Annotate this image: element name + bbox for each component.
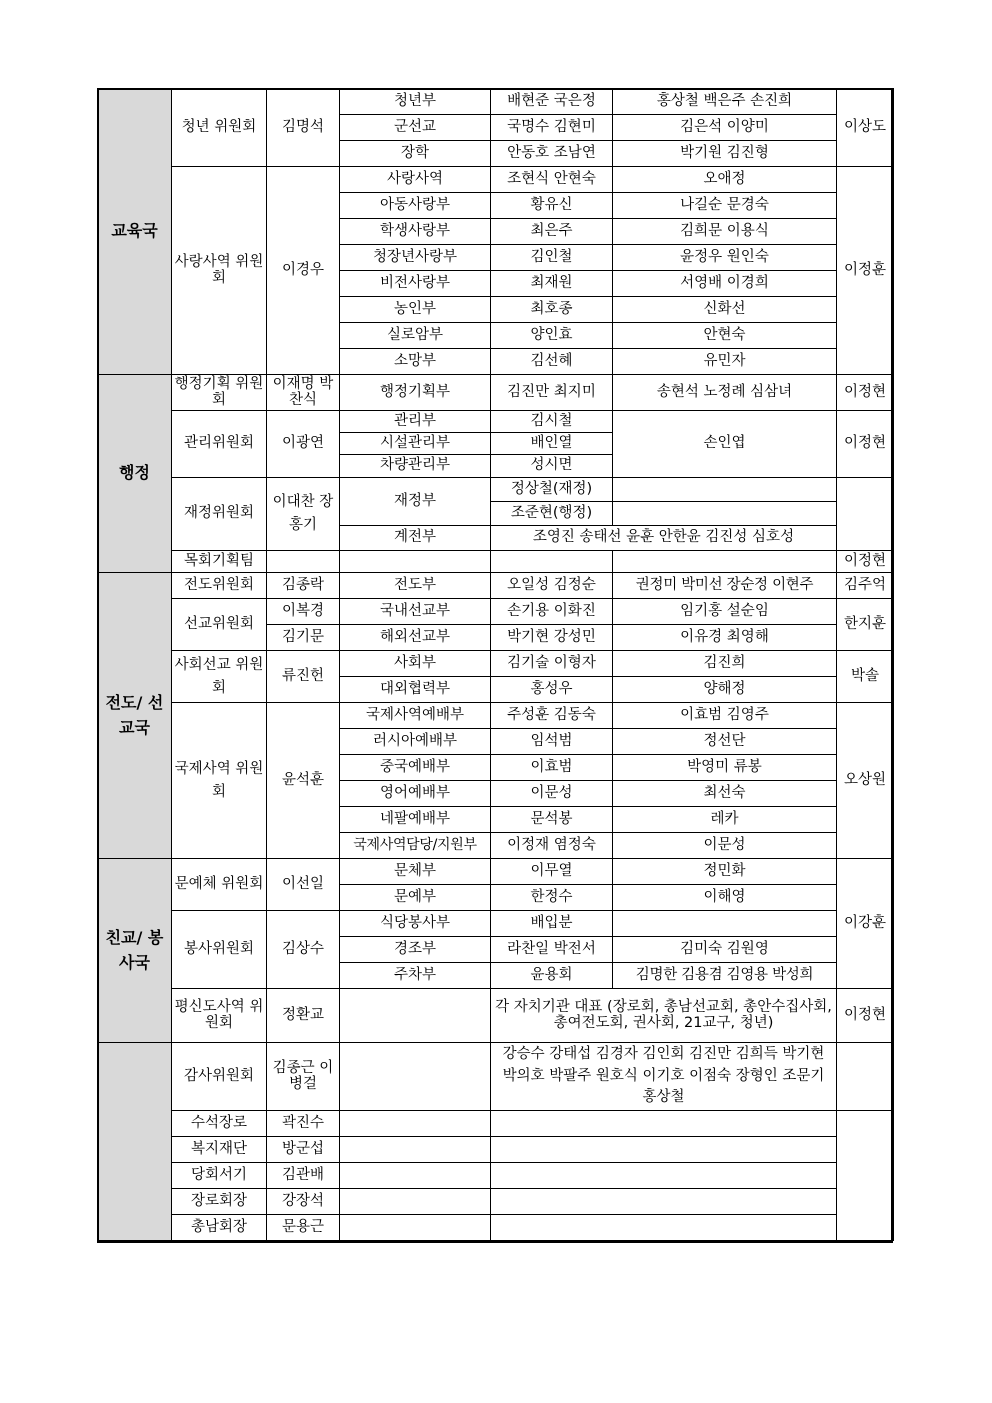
dept-heads: 최재원 [491,271,613,297]
committee-chair: 김기문 [267,625,340,651]
dept-members: 유민자 [613,349,837,375]
role-title: 당회서기 [172,1163,267,1189]
dept-heads-empty [491,551,613,573]
committee-name: 봉사위원회 [172,911,267,989]
dept-heads: 이무열 [491,859,613,885]
dept-heads: 정상철(재정) [491,478,613,502]
adviser: 오상원 [837,703,894,859]
dept-members: 권정미 박미선 장순정 이현주 [613,573,837,599]
dept-members: 박영미 류봉 [613,755,837,781]
dept-heads: 국명수 김현미 [491,115,613,141]
dept-name: 재정부 [340,478,491,526]
dept-members: 정민화 [613,859,837,885]
dept-heads: 박기현 강성민 [491,625,613,651]
dept-heads: 안동호 조남연 [491,141,613,167]
dept-name-empty [340,1043,491,1111]
dept-heads: 홍성우 [491,677,613,703]
committee-chair: 류진헌 [267,651,340,703]
empty-cell [491,1189,837,1215]
dept-name: 러시아예배부 [340,729,491,755]
empty-cell [491,1137,837,1163]
dept-members: 홍상철 백은주 손진희 [613,89,837,115]
dept-members: 각 자치기관 대표 (장로회, 총남선교회, 총안수집사회, 총여전도회, 권사회, 21교구, 청년) [491,989,837,1043]
role-name: 문용근 [267,1215,340,1241]
dept-name-empty [340,989,491,1043]
committee-name: 목회기획팀 [172,551,267,573]
adviser: 이정현 [837,375,894,411]
dept-heads: 김기술 이형자 [491,651,613,677]
committee-chair: 이대찬 장홍기 [267,478,340,551]
dept-members-empty [613,478,837,502]
dept-heads: 한정수 [491,885,613,911]
dept-heads: 김인철 [491,245,613,271]
role-name: 강장석 [267,1189,340,1215]
dept-members: 조영진 송태선 윤훈 안한윤 김진성 심호성 [491,526,837,551]
dept-name: 행정기획부 [340,375,491,411]
dept-heads: 배현준 국은정 [491,89,613,115]
committee-name: 재정위원회 [172,478,267,551]
dept-members: 박기원 김진형 [613,141,837,167]
dept-members-empty [613,502,837,526]
dept-heads: 김시철 [491,411,613,433]
dept-name: 계전부 [340,526,491,551]
dept-heads: 최은주 [491,219,613,245]
dept-members: 레카 [613,807,837,833]
dept-name: 사회부 [340,651,491,677]
dept-name-empty [340,551,491,573]
adviser: 이강훈 [837,859,894,989]
dept-name: 청년부 [340,89,491,115]
dept-heads: 문석봉 [491,807,613,833]
empty-cell [491,1163,837,1189]
empty-cell [340,1137,491,1163]
role-name: 김관배 [267,1163,340,1189]
dept-heads: 이문성 [491,781,613,807]
dept-members: 이유경 최영해 [613,625,837,651]
adviser-empty [837,1043,894,1111]
adviser: 김주억 [837,573,894,599]
committee-chair: 이경우 [267,167,340,375]
dept-heads: 성시면 [491,455,613,478]
division-other [98,1043,172,1241]
adviser-empty [837,1111,894,1241]
role-title: 수석장로 [172,1111,267,1137]
dept-heads: 오일성 김정순 [491,573,613,599]
dept-name: 시설관리부 [340,433,491,455]
dept-members: 최선숙 [613,781,837,807]
adviser: 이정현 [837,551,894,573]
dept-members: 양해정 [613,677,837,703]
dept-heads: 양인효 [491,323,613,349]
dept-name: 네팔예배부 [340,807,491,833]
dept-heads: 이효범 [491,755,613,781]
dept-members: 나길순 문경숙 [613,193,837,219]
dept-name: 문체부 [340,859,491,885]
adviser: 이정현 [837,989,894,1043]
division-fellowship: 친교/ 봉사국 [98,859,172,1043]
committee-name: 선교위원회 [172,599,267,651]
dept-heads: 주성훈 김동숙 [491,703,613,729]
committee-chair: 김종락 [267,573,340,599]
adviser: 이정훈 [837,167,894,375]
dept-name: 식당봉사부 [340,911,491,937]
committee-name: 평신도사역 위원회 [172,989,267,1043]
dept-members: 임기홍 설순임 [613,599,837,625]
dept-name: 비전사랑부 [340,271,491,297]
dept-name: 영어예배부 [340,781,491,807]
committee-name: 사회선교 위원회 [172,651,267,703]
committee-chair: 윤석훈 [267,703,340,859]
empty-cell [491,1111,837,1137]
role-title: 장로회장 [172,1189,267,1215]
dept-name: 중국예배부 [340,755,491,781]
dept-members: 정선단 [613,729,837,755]
committee-name: 국제사역 위원회 [172,703,267,859]
dept-heads: 손기용 이화진 [491,599,613,625]
dept-heads: 라찬일 박전서 [491,937,613,963]
committee-chair: 이광연 [267,411,340,478]
adviser: 박솔 [837,651,894,703]
dept-heads: 황유신 [491,193,613,219]
dept-heads: 김진만 최지미 [491,375,613,411]
dept-members-empty [613,551,837,573]
dept-heads: 최호종 [491,297,613,323]
dept-name: 경조부 [340,937,491,963]
committee-chair: 김명석 [267,89,340,167]
committee-chair: 김종근 이병걸 [267,1043,340,1111]
division-admin: 행정 [98,375,172,573]
committee-name: 청년 위원회 [172,89,267,167]
role-name: 곽진수 [267,1111,340,1137]
dept-members: 김진희 [613,651,837,677]
dept-members: 오애정 [613,167,837,193]
dept-heads: 조준현(행정) [491,502,613,526]
dept-name: 국제사역예배부 [340,703,491,729]
committee-name: 문예체 위원회 [172,859,267,911]
dept-heads: 이정재 염정숙 [491,833,613,859]
dept-name: 대외협력부 [340,677,491,703]
dept-heads: 임석범 [491,729,613,755]
dept-name: 아동사랑부 [340,193,491,219]
dept-name: 실로암부 [340,323,491,349]
division-education: 교육국 [98,89,172,375]
dept-members: 이효범 김영주 [613,703,837,729]
dept-members: 안현숙 [613,323,837,349]
dept-name: 국내선교부 [340,599,491,625]
committee-chair: 김상수 [267,911,340,989]
committee-chair: 이복경 [267,599,340,625]
committee-chair: 정환교 [267,989,340,1043]
empty-cell [340,1215,491,1241]
dept-name: 관리부 [340,411,491,433]
adviser: 한지훈 [837,599,894,651]
dept-members: 김희문 이용식 [613,219,837,245]
dept-name: 문예부 [340,885,491,911]
dept-name: 해외선교부 [340,625,491,651]
empty-cell [340,1189,491,1215]
committee-name: 전도위원회 [172,573,267,599]
adviser: 이상도 [837,89,894,167]
dept-members: 서영배 이경희 [613,271,837,297]
dept-name: 장학 [340,141,491,167]
dept-name: 군선교 [340,115,491,141]
dept-members: 김미숙 김원영 [613,937,837,963]
dept-heads: 김선혜 [491,349,613,375]
division-mission: 전도/ 선교국 [98,573,172,859]
dept-name: 사랑사역 [340,167,491,193]
dept-members: 송현석 노정례 심삼녀 [613,375,837,411]
empty-cell [340,1111,491,1137]
dept-members: 신화선 [613,297,837,323]
dept-name: 차량관리부 [340,455,491,478]
adviser-empty [837,478,894,551]
dept-heads: 배입분 [491,911,613,937]
dept-name: 주차부 [340,963,491,989]
role-title: 총남회장 [172,1215,267,1241]
dept-members [613,911,837,937]
role-title: 복지재단 [172,1137,267,1163]
dept-members: 손인엽 [613,411,837,478]
dept-members: 이해영 [613,885,837,911]
dept-name: 국제사역담당/지원부 [340,833,491,859]
dept-members: 김은석 이양미 [613,115,837,141]
organization-table [97,88,894,1241]
dept-members: 강승수 강태섭 김경자 김인회 김진만 김희득 박기현 박의호 박팔주 원호식 이기호 이점숙 장형인 조문기 홍상철 [491,1043,837,1111]
committee-name: 감사위원회 [172,1043,267,1111]
role-name: 방군섭 [267,1137,340,1163]
committee-chair-empty [267,551,340,573]
empty-cell [340,1163,491,1189]
committee-name: 관리위원회 [172,411,267,478]
adviser: 이정현 [837,411,894,478]
committee-name: 행정기획 위원회 [172,375,267,411]
empty-cell [491,1215,837,1241]
dept-name: 청장년사랑부 [340,245,491,271]
dept-members: 김명한 김용겸 김영용 박성희 [613,963,837,989]
dept-members: 윤정우 원인숙 [613,245,837,271]
committee-chair: 이선일 [267,859,340,911]
dept-name: 농인부 [340,297,491,323]
dept-heads: 윤용회 [491,963,613,989]
dept-heads: 배인열 [491,433,613,455]
committee-chair: 이재명 박찬식 [267,375,340,411]
committee-name: 사랑사역 위원회 [172,167,267,375]
dept-name: 학생사랑부 [340,219,491,245]
dept-name: 전도부 [340,573,491,599]
dept-members: 이문성 [613,833,837,859]
dept-name: 소망부 [340,349,491,375]
dept-heads: 조현식 안현숙 [491,167,613,193]
